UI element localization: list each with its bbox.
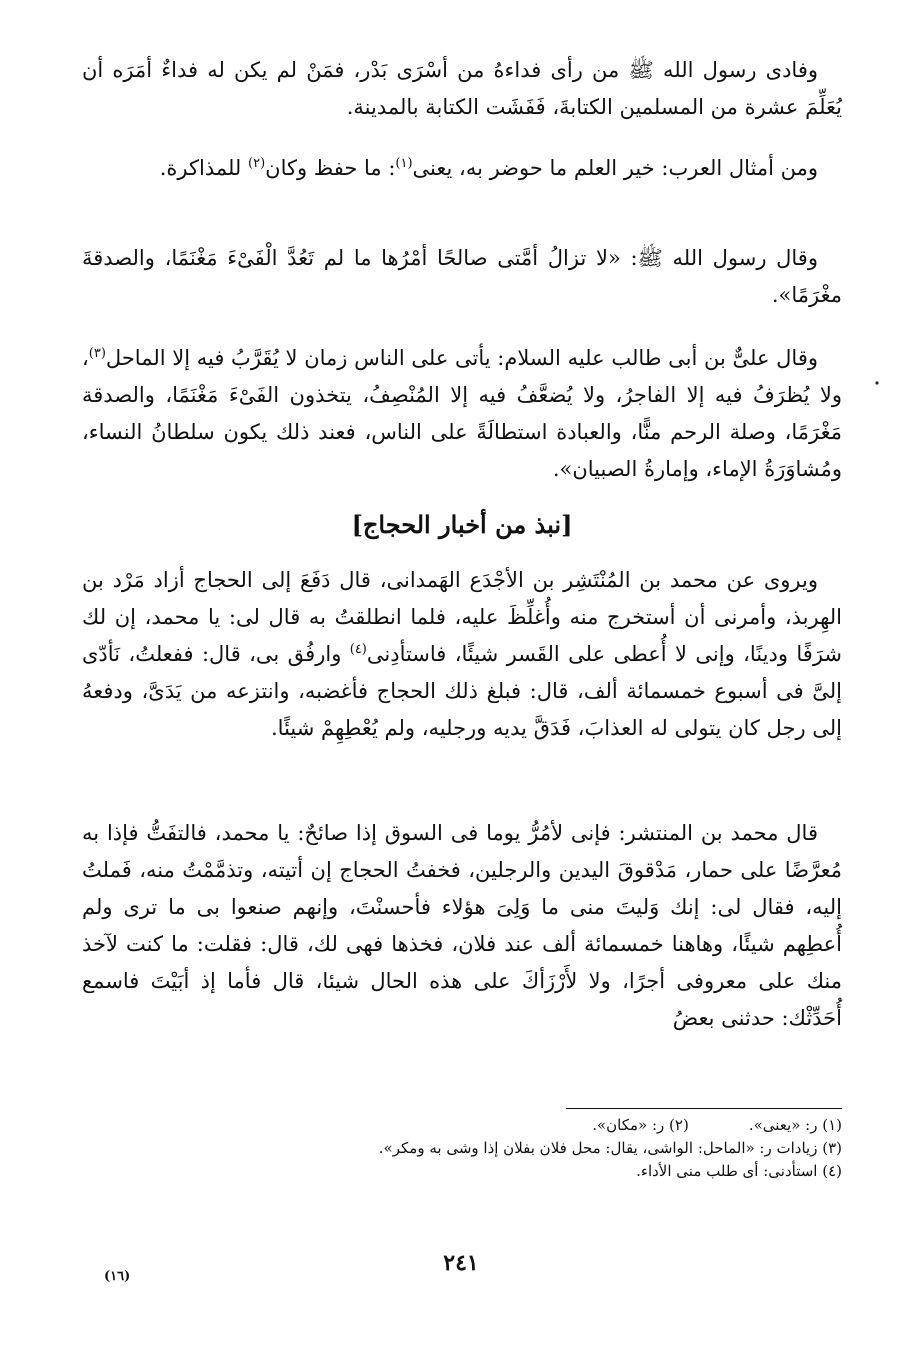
paragraph-text: : ما حفظ وكان	[265, 156, 396, 180]
footnote-3: (٣) زيادات ر: «الماحل: الواشى، يقال: محل فلان بفلان إذا وشى به ومكر».	[378, 1139, 842, 1157]
section-heading: [نبذ من أخبار الحجاج]	[351, 510, 573, 539]
page-number: ٢٤١	[443, 1250, 479, 1276]
footnote-ref-2[interactable]: (٢)	[248, 156, 266, 171]
paragraph-text: ومن أمثال العرب: خير العلم ما حوضر به، يعنى	[412, 156, 818, 180]
footnote-2: (٢) ر: «مكان».	[592, 1116, 689, 1134]
paragraph-ibn-muntashir	[82, 815, 842, 1037]
footnote-ref-1[interactable]: (١)	[395, 156, 413, 171]
paragraph-arab-proverb	[82, 150, 842, 187]
paragraph-text: وارفُق بى، قال: ففعلتُ، نَأدّى إلىَّ فى أسبوع خمسمائة ألف، قال: فبلغ ذلك الحجاج فأغضبه، وانتزعه من يَدَىَّ، ودفعهُ إلى رجل كان يتولى له العذابَ، فَدَقَّ يديه ورجليه، ولم يُعْطِهِمْ شيئًا.	[82, 642, 842, 740]
paragraph-text: ويروى عن محمد بن المُنْتَشِر بن الأجْدَع الهَمدانى، قال دَفَعَ إلى الحجاج أزاد مَرْد بن الهِربذ، وأمرنى أن أستخرج منه وأُغلِّظَ عليه، فلما انطلقتُ به قال لى: يا محمد، إن لك شرَفًا ودينًا، وإنى لا أُعطى على القَسر شيئًا، فاستأدِنى	[82, 568, 842, 666]
paragraph-text: وقال رسول الله ﷺ: «لا تزالُ أمَّتى صالحًا أمْرُها ما لم تَعُدَّ الْفَىْءَ مَغْنَمًا، والصدقةَ مغْرَمًا».	[82, 246, 842, 307]
footnote-line-1-2	[82, 1114, 842, 1137]
margin-dot-mark	[874, 380, 880, 386]
paragraph-text: وقال علىٌّ بن أبى طالب عليه السلام: يأتى على الناس زمان لا يُقَرَّبُ فيه إلا الماحل	[105, 346, 818, 370]
footnote-4: (٤) استأدنى: أى طلب منى الأداء.	[636, 1162, 842, 1180]
paragraph-ransom-of-badr	[82, 52, 842, 126]
paragraph-text: قال محمد بن المنتشر: فإنى لأمُرُّ يوما فى السوق إذا صائحٌ: يا محمد، فالتفَتُّ فإذا به مُعرَّضًا على حمار، مَدْقوقَ اليدين والرجلين، فخفتُ الحجاج إن أتيته، وتذمَّمْتُ منه، فَملتُ إليه، فقال لى: إنك وَليتَ منى ما وَلِىَ هؤلاء فأحسنْتَ، وإنهم صنعوا بى ما ترى ولم أُعطِهم شيئًا، وهاهنا خمسمائة ألف عند فلان، فخذها فهى لك، قال: فقلت: ما كنت لآخذ منك على معروفى أجرًا، ولا لأَرْزَأكَ على هذه الحال شيئا، قال فأما إذ أبَيْتَ فاسمع أُحَدِّثْك: حدثنى بعضُ	[82, 821, 842, 1030]
printer-signature-mark: (١٦)	[104, 1269, 131, 1284]
footnote-ref-3[interactable]: (٣)	[88, 346, 106, 361]
paragraph-text: للمذاكرة.	[159, 156, 249, 180]
paragraph-ali-saying	[82, 340, 842, 488]
footnote-ref-4[interactable]: (٤)	[349, 642, 367, 657]
paragraph-hajjaj-story	[82, 562, 842, 747]
paragraph-text: وفادى رسول الله ﷺ من رأى فداءهُ من أسْرَى بَدْر، فمَنْ لم يكن له فداءٌ أمَرَه أن يُعَلِّمَ عشرة من المسلمين الكتابةَ، فَفَشَت الكتابة بالمدينة.	[82, 58, 842, 119]
paragraph-text: ، ولا يُظرَفُ فيه إلا الفاجرُ، ولا يُضعَّفُ فيه إلا المُنْصِفُ، يتخذون الفَىْءَ مَغْنَمًا، والصدقة مَغْرَمًا، وصلة الرحم منًّا، والعبادة استطالَةً على الناس، فعند ذلك يكون سلطانُ النساء، ومُشاوَرَةُ الإماء، وإمارةُ الصبيان».	[82, 346, 842, 481]
paragraph-prophet-hadith	[82, 240, 842, 314]
footnote-divider	[566, 1108, 842, 1109]
footnotes	[82, 1114, 842, 1183]
footnote-1: (١) ر: «يعنى».	[748, 1116, 842, 1134]
